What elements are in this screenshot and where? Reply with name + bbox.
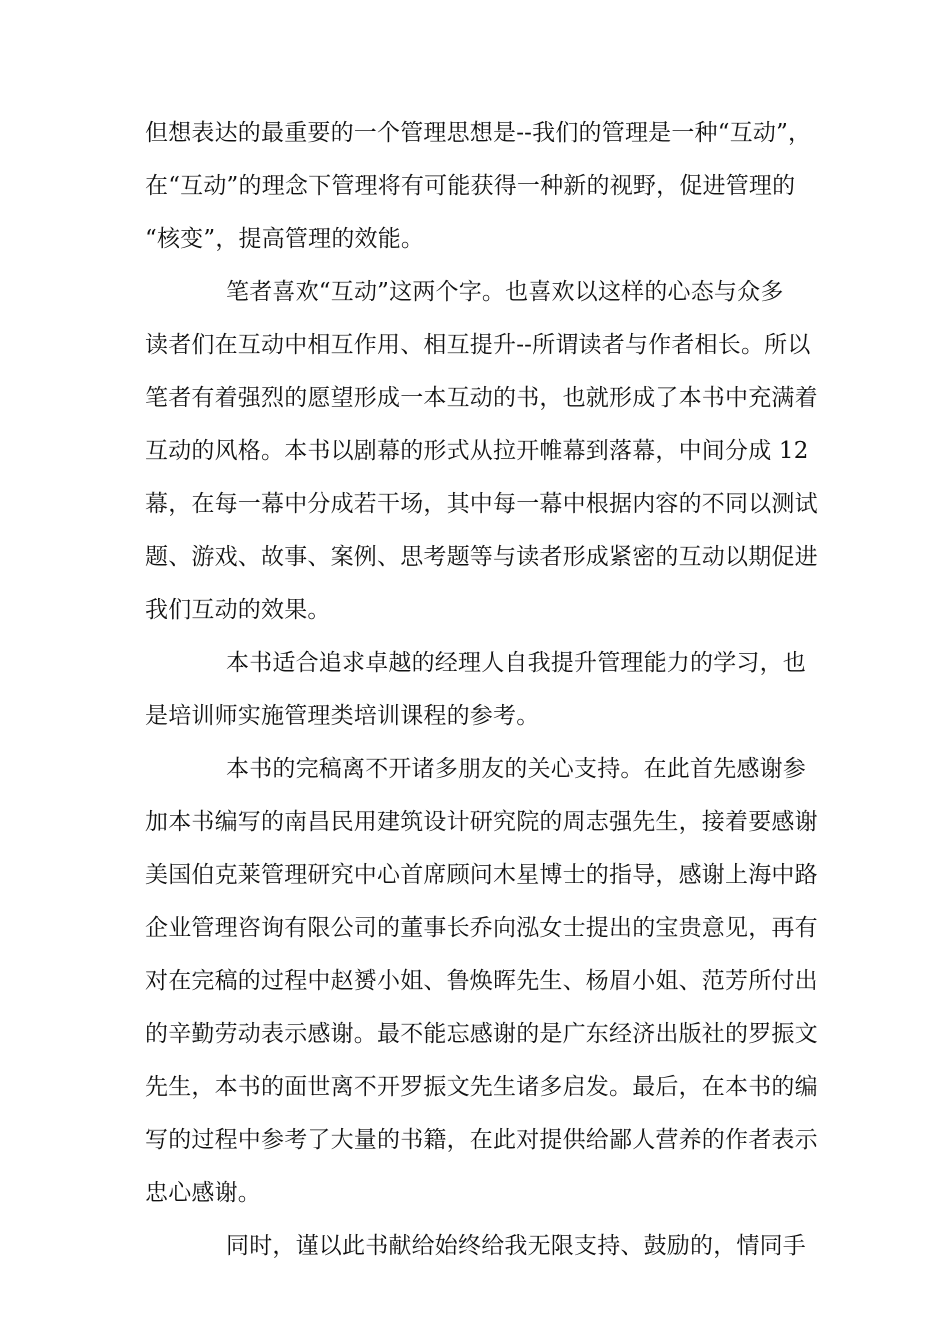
text-line: 互动的风格。本书以剧幕的形式从拉开帷幕到落幕，中间分成 12	[145, 438, 809, 464]
text-line: 我们互动的效果。	[145, 597, 331, 623]
text-line: 加本书编写的南昌民用建筑设计研究院的周志强先生，接着要感谢	[145, 809, 818, 835]
text-line: 在“互动”的理念下管理将有可能获得一种新的视野，促进管理的	[145, 173, 796, 199]
text-line: 忠心感谢。	[145, 1180, 261, 1206]
text-line: 笔者有着强烈的愿望形成一本互动的书，也就形成了本书中充满着	[145, 385, 818, 411]
text-line: 的辛勤劳动表示感谢。最不能忘感谢的是广东经济出版社的罗振文	[145, 1021, 818, 1047]
paragraph-first-line: 本书的完稿离不开诸多朋友的关心支持。在此首先感谢参	[226, 756, 806, 782]
paragraph-first-line: 同时，谨以此书献给始终给我无限支持、鼓励的，情同手	[226, 1233, 806, 1259]
text-line: “核变”，提高管理的效能。	[145, 226, 425, 252]
text-line: 写的过程中参考了大量的书籍，在此对提供给鄙人营养的作者表示	[145, 1127, 818, 1153]
text-line: 先生，本书的面世离不开罗振文先生诸多启发。最后，在本书的编	[145, 1074, 818, 1100]
text-line: 是培训师实施管理类培训课程的参考。	[145, 703, 540, 729]
text-line: 美国伯克莱管理研究中心首席顾问木星博士的指导，感谢上海中路	[145, 862, 818, 888]
paragraph-first-line: 本书适合追求卓越的经理人自我提升管理能力的学习，也	[226, 650, 806, 676]
text-line: 幕，在每一幕中分成若干场，其中每一幕中根据内容的不同以测试	[145, 491, 818, 517]
text-line: 但想表达的最重要的一个管理思想是--我们的管理是一种“互动”，	[145, 120, 812, 146]
paragraph-first-line: 笔者喜欢“互动”这两个字。也喜欢以这样的心态与众多	[226, 279, 784, 305]
text-line: 企业管理咨询有限公司的董事长乔向泓女士提出的宝贵意见，再有	[145, 915, 818, 941]
text-line: 对在完稿的过程中赵赟小姐、鲁焕晖先生、杨眉小姐、范芳所付出	[145, 968, 818, 994]
text-line: 读者们在互动中相互作用、相互提升--所谓读者与作者相长。所以	[145, 332, 811, 358]
text-line: 题、游戏、故事、案例、思考题等与读者形成紧密的互动以期促进	[145, 544, 818, 570]
